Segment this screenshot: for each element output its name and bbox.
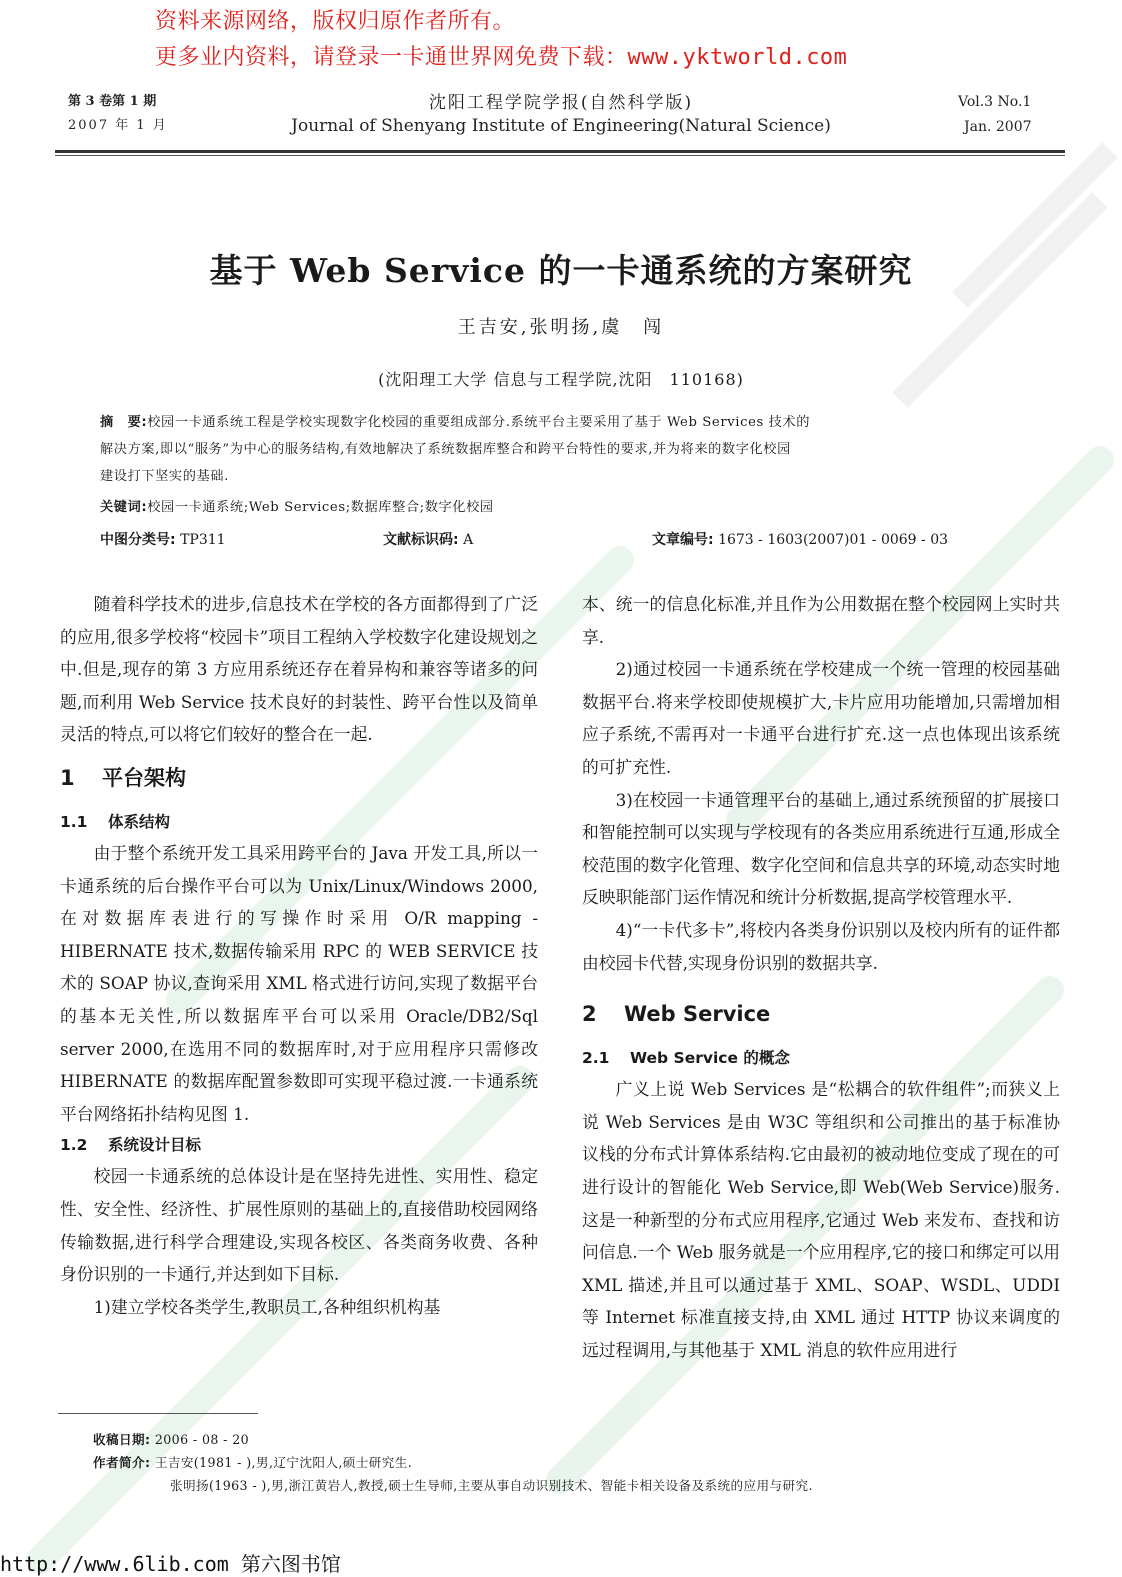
received-label: 收稿日期: — [93, 1432, 151, 1447]
abstract-line-1 — [100, 410, 1020, 435]
author-bio-1-text: 王吉安(1981 - ),男,辽宁沈阳人,硕士研究生. — [154, 1455, 413, 1470]
keywords-label: 关键词: — [100, 500, 148, 515]
goal-item-3: 3)在校园一卡通管理平台的基础上,通过系统预留的扩展接口和智能控制可以实现与学校现有的各类应用系统进行互通,形成全校范围的数字化管理、数字化空间和信息共享的环境,动态实时地反映职能部门运作情况和统计分析数据,提高学校管理水平. — [582, 789, 1060, 908]
section-1-1-number: 1.1 — [60, 812, 88, 831]
section-1-2-number: 1.2 — [60, 1136, 88, 1155]
abstract-text-1: 校园一卡通系统工程是学校实现数字化校园的重要组成部分.系统平台主要采用了基于 Web Services 技术的 — [147, 415, 811, 430]
article-number — [652, 529, 948, 549]
section-1-2-heading — [60, 1130, 538, 1160]
document-code — [383, 529, 473, 549]
article-authors: 王吉安,张明扬,虞 闯 — [457, 317, 665, 338]
section-1-heading — [60, 761, 538, 795]
article-affiliation: (沈阳理工大学 信息与工程学院,沈阳 110168) — [378, 370, 744, 389]
article-title: 基于 Web Service 的一卡通系统的方案研究 — [209, 251, 913, 290]
keywords-text: 校园一卡通系统;Web Services;数据库整合;数字化校园 — [147, 500, 494, 515]
article-no-label: 文章编号: — [652, 532, 714, 548]
journal-title-en: Journal of Shenyang Institute of Engineering(Natural Science) — [291, 116, 831, 136]
section-1-title: 平台架构 — [102, 765, 186, 790]
volume-cn: 第 3 卷第 1 期 — [68, 94, 157, 109]
author-bio-label: 作者简介: — [93, 1455, 151, 1470]
goal-item-4: 4)“一卡代多卡”,将校内各类身份识别以及校内所有的证件都由校园卡代替,实现身份识别的数据共享. — [582, 919, 1060, 973]
header-rule-thin — [55, 155, 1065, 156]
section-2-title: Web Service — [624, 1002, 771, 1027]
abstract-line-3: 建设打下坚实的基础. — [100, 469, 229, 484]
clc-label: 中图分类号: — [100, 532, 176, 548]
article-no-value: 1673 - 1603(2007)01 - 0069 - 03 — [718, 532, 949, 548]
section-2-number: 2 — [582, 1002, 597, 1027]
keywords — [100, 496, 494, 515]
author-bio-1 — [93, 1453, 412, 1473]
goal-item-1-continued: 本、统一的信息化标准,并且作为公用数据在整个校园网上实时共享. — [582, 594, 1060, 647]
section-2-heading — [582, 997, 1060, 1031]
header-rule-thick — [55, 150, 1065, 153]
abstract-label: 摘 要: — [100, 415, 148, 430]
right-column — [582, 588, 1060, 1366]
received-date — [93, 1430, 249, 1450]
received-value: 2006 - 08 - 20 — [154, 1432, 250, 1447]
section-1-1-paragraph: 由于整个系统开发工具采用跨平台的 Java 开发工具,所以一卡通系统的后台操作平台可以为 Unix/Linux/Windows 2000,在对数据库表进行的写操作时采用 O/R mapping - HIBERNATE 技术,数据传输采用 RPC 的 WEB SERVICE 技术的 SOAP 协议,查询采用 XML 格式进行访问,实现了数据平台的基本无关性,所以数据库平台可以采用 Oracle/DB2/Sql server 2000,在选用不同的数据库时,对于应用程序只需修改 HIBERNATE 的数据库配置参数即可实现平稳过渡.一卡通系统平台网络拓扑结构见图 1. — [60, 842, 538, 1124]
section-1-number: 1 — [60, 765, 75, 790]
doc-code-value: A — [463, 532, 474, 548]
abstract-line-2: 解决方案,即以“服务”为中心的服务结构,有效地解决了系统数据库整合和跨平台特性的要求,并为将来的数字化校园 — [100, 442, 791, 457]
clc-number — [100, 529, 226, 549]
author-bio-2: 张明扬(1963 - ),男,浙江黄岩人,教授,硕士生导师,主要从事自动识别技术、智能卡相关设备及系统的应用与研究. — [170, 1478, 813, 1493]
section-1-2-paragraph: 校园一卡通系统的总体设计是在坚持先进性、实用性、稳定性、安全性、经济性、扩展性原则的基础上的,直接借助校园网络传输数据,进行科学合理建设,实现各校区、各类商务收费、各种身份识别的一卡通行,并达到如下目标. — [60, 1166, 538, 1285]
journal-title-cn: 沈阳工程学院学报(自然科学版) — [428, 93, 694, 113]
section-1-2-title: 系统设计目标 — [108, 1136, 202, 1155]
source-banner-line2: 更多业内资料，请登录一卡通世界网免费下载：www.yktworld.com — [155, 45, 848, 70]
section-2-1-heading — [582, 1043, 1060, 1073]
goal-item-2: 2)通过校园一卡通系统在学校建成一个统一管理的校园基础数据平台.将来学校即使规模扩大,卡片应用功能增加,只需增加相应子系统,不需再对一卡通平台进行扩充.这一点也体现出该系统的可扩充性. — [582, 659, 1060, 777]
section-2-1-title: Web Service 的概念 — [630, 1049, 790, 1068]
goal-item-1-start: 1)建立学校各类学生,教职员工,各种组织机构基 — [93, 1296, 441, 1317]
bottom-source-link[interactable]: http://www.6lib.com 第六图书馆 — [0, 1552, 341, 1576]
volume-en: Vol.3 No.1 — [958, 94, 1032, 110]
section-1-1-heading — [60, 807, 538, 837]
date-cn: 2007 年 1 月 — [68, 118, 168, 133]
date-en: Jan. 2007 — [964, 119, 1032, 135]
section-2-1-paragraph: 广义上说 Web Services 是“松耦合的软件组件”;而狭义上说 Web Services 是由 W3C 等组织和公司推出的基于标准协议栈的分布式计算体系结构.它由最初的被动地位变成了现在的可进行设计的智能化 Web Service,即 Web(Web Service)服务.这是一种新型的分布式应用程序,它通过 Web 来发布、查找和访问信息.一个 Web 服务就是一个应用程序,它的接口和绑定可以用 XML 描述,并且可以通过基于 XML、SOAP、WSDL、UDDI 等 Internet 标准直接支持,由 XML 通过 HTTP 协议来调度的远过程调用,与其他基于 XML 消息的软件应用进行 — [582, 1079, 1060, 1360]
source-banner-line1: 资料来源网络，版权归原作者所有。 — [155, 9, 516, 34]
section-2-1-number: 2.1 — [582, 1049, 610, 1068]
intro-paragraph: 随着科学技术的进步,信息技术在学校的各方面都得到了广泛的应用,很多学校将“校园卡”项目工程纳入学校数字化建设规划之中.但是,现存的第 3 方应用系统还存在着异构和兼容等诸多的问题,而利用 Web Service 技术良好的封装性、跨平台性以及简单灵活的特点,可以将它们较好的整合在一起. — [60, 594, 538, 745]
doc-code-label: 文献标识码: — [383, 532, 459, 548]
left-column — [60, 588, 538, 1323]
section-1-1-title: 体系结构 — [108, 812, 171, 831]
footnote-rule — [58, 1413, 258, 1414]
clc-value: TP311 — [180, 532, 226, 548]
